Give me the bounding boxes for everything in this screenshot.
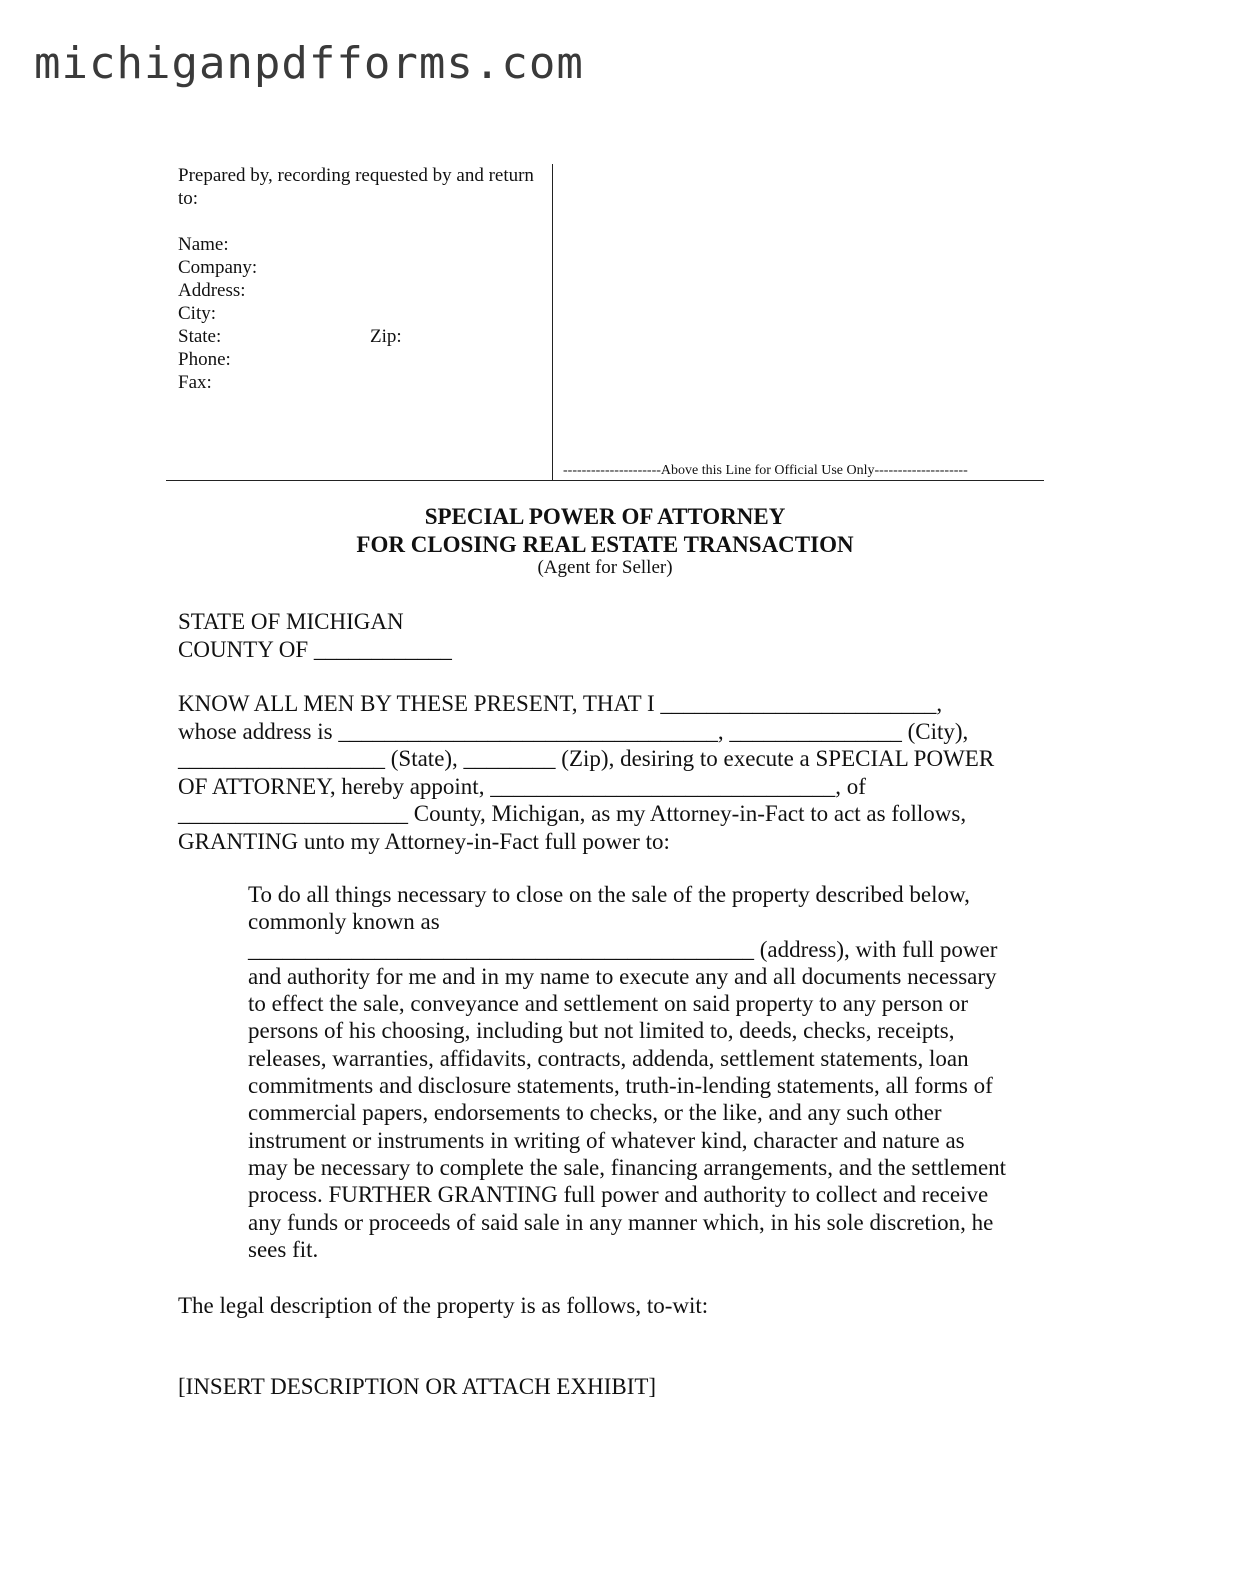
powers-line: process. FURTHER GRANTING full power and authority to collect and receive: [248, 1182, 989, 1208]
powers-line: instrument or instruments in writing of whatever kind, character and nature as: [248, 1127, 965, 1153]
state-zip-row: [178, 325, 538, 348]
state-field-label: State:: [178, 326, 222, 347]
intro-line: GRANTING unto my Attorney-in-Fact full power to:: [178, 828, 670, 854]
name-field-label: Name:: [178, 234, 229, 255]
powers-line: commercial papers, endorsements to checks, or the like, and any such other: [248, 1100, 942, 1126]
county-line: COUNTY OF ____________: [178, 636, 452, 662]
powers-line: and authority for me and in my name to execute any and all documents necessary: [248, 963, 997, 989]
company-field-label: Company:: [178, 257, 258, 278]
insert-description-placeholder: [INSERT DESCRIPTION OR ATTACH EXHIBIT]: [178, 1374, 657, 1399]
site-watermark: michiganpdfforms.com: [34, 38, 584, 89]
powers-line: to effect the sale, conveyance and settlement on said property to any person or: [248, 991, 968, 1017]
document-title: SPECIAL POWER OF ATTORNEY: [424, 504, 786, 529]
powers-paragraph: [248, 881, 1006, 1263]
powers-line: ____________________________________________ (address), with full power: [248, 936, 998, 962]
return-to-block: [178, 164, 538, 394]
powers-line: any funds or proceeds of said sale in any manner which, in his sole discretion, he: [248, 1209, 994, 1235]
powers-line: releases, warranties, affidavits, contracts, addenda, settlement statements, loan: [248, 1045, 969, 1071]
official-use-line: ---------------------Above this Line for Official Use Only--------------------: [563, 463, 968, 478]
header-divider: [552, 164, 553, 480]
powers-line: sees fit.: [248, 1236, 319, 1262]
powers-line: persons of his choosing, including but not limited to, deeds, checks, receipts,: [248, 1018, 955, 1044]
recording-header: [166, 164, 1044, 481]
document-subtitle: FOR CLOSING REAL ESTATE TRANSACTION: [356, 532, 854, 557]
intro-line: whose address is _________________________________, _______________ (City),: [178, 718, 969, 744]
address-field-label: Address:: [178, 280, 246, 301]
prepared-by-label: Prepared by, recording requested by and return to:: [178, 165, 534, 209]
legal-description-heading: The legal description of the property is as follows, to-wit:: [178, 1293, 709, 1318]
intro-line: __________________ (State), ________ (Zip), desiring to execute a SPECIAL POWER: [178, 746, 995, 771]
powers-line: commitments and disclosure statements, truth-in-lending statements, all forms of: [248, 1073, 993, 1099]
intro-line: ____________________ County, Michigan, as my Attorney-in-Fact to act as follows,: [178, 801, 967, 826]
state-line: STATE OF MICHIGAN: [178, 609, 404, 634]
intro-line: OF ATTORNEY, hereby appoint, ______________________________, of: [178, 773, 866, 799]
intro-line: KNOW ALL MEN BY THESE PRESENT, THAT I ________________________,: [178, 691, 943, 716]
phone-field-label: Phone:: [178, 349, 231, 370]
city-field-label: City:: [178, 303, 217, 324]
powers-line: To do all things necessary to close on the sale of the property described below,: [248, 882, 970, 907]
jurisdiction-block: [178, 608, 452, 663]
zip-field-label: Zip:: [370, 326, 402, 347]
fax-field-label: Fax:: [178, 372, 212, 393]
document-role-note: (Agent for Seller): [537, 557, 673, 578]
powers-line: may be necessary to complete the sale, financing arrangements, and the settlement: [248, 1154, 1007, 1180]
intro-paragraph: [178, 690, 994, 855]
powers-line: commonly known as: [248, 909, 440, 935]
